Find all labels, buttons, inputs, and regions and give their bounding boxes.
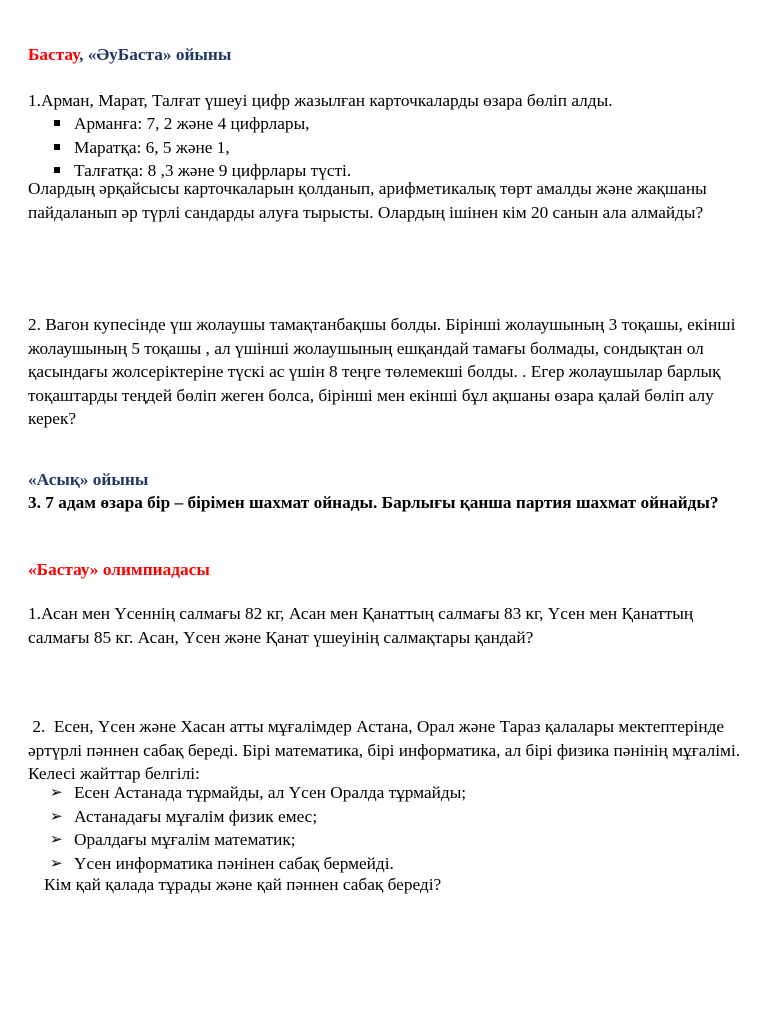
- list-item: [50, 781, 467, 805]
- list-item: [74, 112, 351, 136]
- task1-intro: 1.Арман, Марат, Талғат үшеуі цифр жазылған карточкаларды өзара бөліп алды.: [28, 91, 613, 110]
- olympiad-facts-list: [50, 781, 467, 875]
- section-heading-asyq: «Асық» ойыны: [28, 470, 149, 489]
- list-item-text: Есен Астанада тұрмайды, ал Үсен Оралда тұрмайды;: [74, 783, 467, 802]
- square-bullet-icon: [54, 144, 60, 150]
- square-bullet-icon: [54, 120, 60, 126]
- heading-game-name: «ӘуБаста» ойыны: [87, 45, 232, 64]
- task3-text: 3. 7 адам өзара бір – бірімен шахмат ойнады. Барлығы қанша партия шахмат ойнайды?: [28, 493, 719, 512]
- list-item-text: Оралдағы мұғалім математик;: [74, 830, 296, 849]
- list-item-text: Үсен информатика пәнінен сабақ бермейді.: [74, 853, 394, 873]
- task1-question: Олардың әрқайсысы карточкаларын қолданып, арифметикалық төрт амалды және жақшаны пайдаланып әр түрлі сандарды алуға тырысты. Олардың ішінен кім 20 санын ала алмайды?: [28, 179, 707, 222]
- list-item-text: Маратқа: 6, 5 және 1,: [74, 137, 230, 157]
- heading-comma: ,: [79, 45, 88, 64]
- heading-bastau-word: Бастау: [28, 45, 80, 64]
- list-item-text: Астанадағы мұғалім физик емес;: [74, 806, 318, 826]
- olympiad-task2-intro: 2. Есен, Үсен және Хасан атты мұғалімдер Астана, Орал және Тараз қалалары мектептерінде әртүрлі пәннен сабақ береді. Бірі математика, бірі информатика, ал бірі физика пәнінің мұғалімі. Келесі жайттар белгілі:: [28, 717, 745, 783]
- square-bullet-icon: [54, 167, 60, 173]
- olympiad-task1: 1.Асан мен Үсеннің салмағы 82 кг, Асан мен Қанаттың салмағы 83 кг, Үсен мен Қанаттың салмағы 85 кг. Асан, Үсен және Қанат үшеуінің салмақтары қандай?: [28, 604, 694, 647]
- section-heading-olympiad: «Бастау» олимпиадасы: [28, 560, 210, 579]
- list-item-text: Талғатқа: 8 ,3 және 9 цифрлары түсті.: [74, 161, 352, 180]
- arrowhead-bullet-icon: ➢: [50, 830, 63, 848]
- list-item-text: Арманға: 7, 2 және 4 цифрлары,: [74, 114, 310, 133]
- section-heading-audasta: [28, 43, 742, 67]
- list-item: [50, 805, 466, 829]
- list-item: [50, 828, 466, 852]
- list-item: [74, 136, 351, 160]
- list-item: [50, 852, 466, 876]
- arrowhead-bullet-icon: ➢: [50, 783, 63, 801]
- task2-text: 2. Вагон купесінде үш жолаушы тамақтанбақшы болды. Бірінші жолаушының 3 тоқашы, екінші жолаушының 5 тоқашы , ал үшінші жолаушының ешқандай тамағы болмады, сондықтан ол қасындағы жолсеріктеріне түскі ас үшін 8 теңге төлемекші болды. . Егер жолаушылар барлық тоқаштарды теңдей бөліп жеген болса, бірінші мен екінші бұл ақшаны өзара қалай бөліп алу керек?: [28, 315, 736, 428]
- task1-card-list: [74, 112, 351, 183]
- arrowhead-bullet-icon: ➢: [50, 806, 63, 825]
- arrowhead-bullet-icon: ➢: [50, 853, 63, 872]
- olympiad-task2-question: Кім қай қалада тұрады және қай пәннен сабақ береді?: [44, 875, 442, 894]
